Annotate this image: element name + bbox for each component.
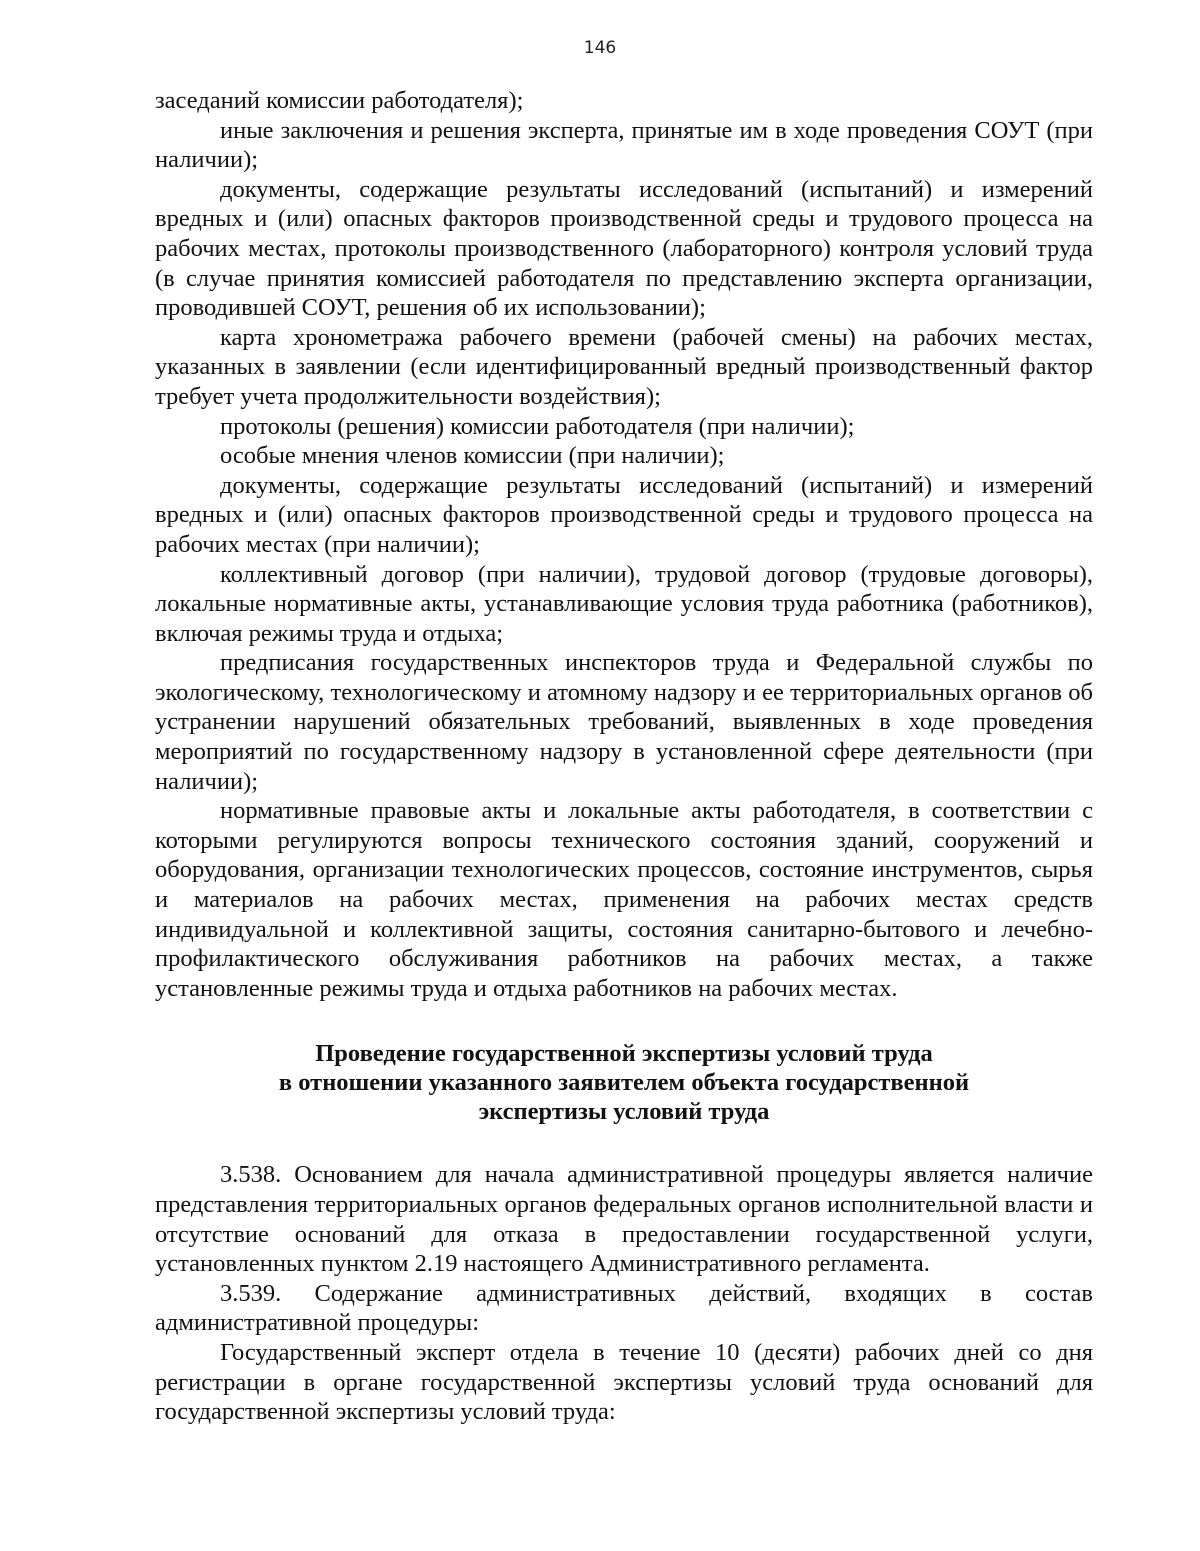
list-item-regulatory-acts: нормативные правовые акты и локальные акты работодателя, в соответствии с которыми регулируются вопросы технического состояния зданий, сооружений и оборудования, организации технологических процессов, состояние инструментов, сырья и материалов на рабочих местах, применения на рабочих местах средств индивидуальной и коллективной защиты, состояния санитарно-бытового и лечебно-профилактического обслуживания работников на рабочих местах, а также установленные режимы труда и отдыха работников на рабочих местах.: [155, 797, 1093, 1002]
list-item-dissenting-opinions: особые мнения членов комиссии (при наличии);: [220, 442, 725, 470]
section-heading-line: экспертизы условий труда: [478, 1098, 770, 1126]
expert-duties-paragraph: Государственный эксперт отдела в течение 10 (десяти) рабочих дней со дня регистрации в органе государственной экспертизы условий труда оснований для государственной экспертизы условий труда:: [155, 1338, 1093, 1426]
section-heading-line: Проведение государственной экспертизы условий труда: [315, 1040, 933, 1068]
document-body: [155, 86, 1093, 1427]
clause-3-538: 3.538. Основанием для начала административной процедуры является наличие представления территориальных органов федеральных органов исполнительной власти и отсутствие оснований для отказа в предоставлении государственной услуги, установленных пунктом 2.19 настоящего Административного регламента.: [155, 1161, 1093, 1278]
list-item-inspector-orders: предписания государственных инспекторов труда и Федеральной службы по экологическому, технологическому и атомному надзору и ее территориальных органов об устранении нарушений обязательных требований, выявленных в ходе проведения мероприятий по государственному надзору в установленной сфере деятельности (при наличии);: [155, 649, 1093, 795]
list-item-timekeeping-map: карта хронометража рабочего времени (рабочей смены) на рабочих местах, указанных в заявлении (если идентифицированный вредный производственный фактор требует учета продолжительности воздействия);: [155, 323, 1093, 410]
list-item-collective-agreement: коллективный договор (при наличии), трудовой договор (трудовые договоры), локальные нормативные акты, устанавливающие условия труда работника (работников), включая режимы труда и отдыха;: [155, 560, 1093, 647]
page-number: 146: [583, 38, 617, 58]
section-heading: [155, 1039, 1093, 1126]
paragraph-continuation: заседаний комиссии работодателя);: [155, 87, 524, 114]
list-item-research-documents: документы, содержащие результаты исследований (испытаний) и измерений вредных и (или) опасных факторов производственной среды и трудового процесса на рабочих местах, протоколы производственного (лабораторного) контроля условий труда (в случае принятия комиссией работодателя по представлению эксперта организации, проводившей СОУТ, решения об их использовании);: [155, 175, 1093, 322]
list-item-expert-conclusions: иные заключения и решения эксперта, принятые им в ходе проведения СОУТ (при наличии);: [155, 116, 1093, 174]
section-heading-line: в отношении указанного заявителем объекта государственной: [278, 1069, 970, 1097]
list-item-commission-protocols: протоколы (решения) комиссии работодателя (при наличии);: [220, 412, 855, 440]
list-item-measurement-documents: документы, содержащие результаты исследований (испытаний) и измерений вредных и (или) опасных факторов производственной среды и трудового процесса на рабочих местах (при наличии);: [155, 471, 1093, 558]
clause-3-539: 3.539. Содержание административных действий, входящих в состав административной процедуры:: [155, 1279, 1093, 1337]
